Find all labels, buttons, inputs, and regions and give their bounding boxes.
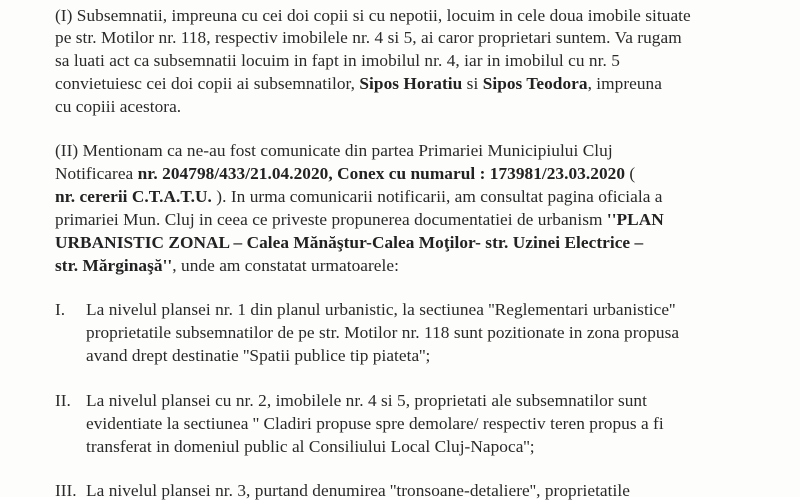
text-segment: , unde am constatat urmatoarele: [172,256,399,275]
text-segment: ). In urma comunicarii notificarii, am consultat pagina oficiala a [211,187,663,206]
paragraph-1-line-5: cu copiii acestora. [55,97,182,116]
paragraph-2-line-4 [55,210,664,230]
plan-title-end: str. Mărginaşă'' [55,256,173,275]
item-3-line-1: La nivelul plansei nr. 3, purtand denumirea ''tronsoane-detaliere'', proprietatile [86,481,630,500]
paragraph-1-line-1: (I) Subsemnatii, impreuna cu cei doi copii si cu nepotii, locuim in cele doua imobile situate [55,6,691,25]
plan-title-start: ''PLAN [606,210,664,229]
item-2-line-1: La nivelul plansei cu nr. 2, imobilele nr. 4 si 5, proprietati ale subsemnatilor sunt [86,391,647,410]
paragraph-2-line-2 [55,164,635,184]
item-1-line-3: avand drept destinatie ''Spatii publice tip piateta''; [86,346,431,365]
paragraph-2-line-6 [55,256,399,276]
name-horatiu: Sipos Horatiu [359,74,463,93]
paragraph-2-line-1: (II) Mentionam ca ne-au fost comunicate din partea Primariei Municipiului Cluj [55,141,613,160]
paragraph-1-line-3: sa luati act ca subsemnatii locuim in fapt in imobilul nr. 4, iar in imobilul cu nr. 5 [55,51,620,70]
notification-number: nr. 204798/433/21.04.2020, Conex cu numarul : 173981/23.03.2020 [137,164,626,183]
item-2-line-3: transferat in domeniul public al Consiliului Local Cluj-Napoca''; [86,437,535,456]
request-number: nr. cererii C.T.A.T.U. [55,187,212,206]
plan-title-middle: URBANISTIC ZONAL – Calea Mănăştur-Calea Moţilor- str. Uzinei Electrice – [55,233,644,252]
item-2-line-2: evidentiate la sectiunea '' Cladiri propuse spre demolare/ respectiv teren propus a fi [86,414,664,433]
paragraph-1-line-2: pe str. Motilor nr. 118, respectiv imobilele nr. 4 si 5, ai caror proprietari suntem. Va rugam [55,28,682,47]
paragraph-2-line-3 [55,187,663,207]
item-3-number: III. [55,481,77,500]
item-1-line-2: proprietatile subsemnatilor de pe str. Motilor nr. 118 sunt pozitionate in zona propusa [86,323,680,342]
item-1-line-1: La nivelul plansei nr. 1 din planul urbanistic, la sectiunea ''Reglementari urbanistice'' [86,300,676,319]
paragraph-2-line-5 [55,233,643,253]
text-segment: , impreuna [587,74,662,93]
item-2-number: II. [55,391,71,410]
paragraph-1-line-4 [55,74,662,94]
name-teodora: Sipos Teodora [482,74,588,93]
text-segment: ( [625,164,636,183]
text-segment: Notificarea [55,164,138,183]
text-segment: si [462,74,483,93]
text-segment: convietuiesc cei doi copii ai subsemnatilor, [55,74,360,93]
item-1-number: I. [55,300,66,319]
text-segment: primariei Mun. Cluj in ceea ce priveste propunerea documentatiei de urbanism [55,210,607,229]
